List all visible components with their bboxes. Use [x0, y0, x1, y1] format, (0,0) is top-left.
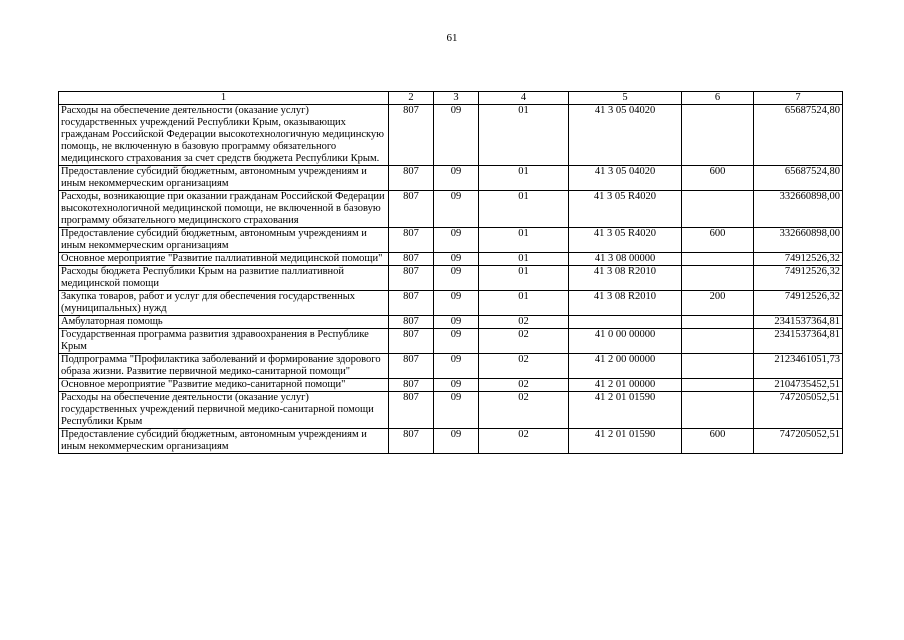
row-ministry-code: 807 [389, 253, 434, 266]
row-section-code: 09 [434, 191, 479, 228]
table-row [59, 429, 843, 454]
row-expense-type-code [682, 266, 754, 291]
row-subsection-code: 02 [479, 379, 569, 392]
table-row [59, 191, 843, 228]
page-number: 61 [446, 32, 458, 44]
row-ministry-code: 807 [389, 191, 434, 228]
row-subsection-code: 01 [479, 191, 569, 228]
row-target-code: 41 2 00 00000 [569, 354, 682, 379]
row-amount: 74912526,32 [754, 266, 843, 291]
row-name: Предоставление субсидий бюджетным, автономным учреждениям и иным некоммерческим организациям [59, 166, 389, 191]
row-expense-type-code: 600 [682, 166, 754, 191]
header-cell: 4 [479, 92, 569, 105]
row-amount: 2104735452,51 [754, 379, 843, 392]
table-row [59, 266, 843, 291]
budget-table [58, 91, 843, 454]
row-expense-type-code [682, 379, 754, 392]
row-name: Основное мероприятие "Развитие паллиативной медицинской помощи" [59, 253, 389, 266]
row-name: Расходы бюджета Республики Крым на развитие паллиативной медицинской помощи [59, 266, 389, 291]
row-section-code: 09 [434, 228, 479, 253]
row-name: Расходы на обеспечение деятельности (оказание услуг) государственных учреждений первичной медико-санитарной помощи Республики Крым [59, 392, 389, 429]
row-name: Амбулаторная помощь [59, 316, 389, 329]
row-expense-type-code [682, 354, 754, 379]
row-target-code: 41 3 08 R2010 [569, 266, 682, 291]
table-row [59, 316, 843, 329]
row-target-code: 41 3 05 R4020 [569, 228, 682, 253]
row-amount: 74912526,32 [754, 253, 843, 266]
header-cell: 3 [434, 92, 479, 105]
row-ministry-code: 807 [389, 429, 434, 454]
row-expense-type-code [682, 329, 754, 354]
row-name: Подпрограмма "Профилактика заболеваний и формирование здорового образа жизни. Развитие первичной медико-санитарной помощи" [59, 354, 389, 379]
row-section-code: 09 [434, 105, 479, 166]
row-expense-type-code [682, 253, 754, 266]
row-expense-type-code: 600 [682, 429, 754, 454]
row-section-code: 09 [434, 266, 479, 291]
row-target-code: 41 3 05 R4020 [569, 191, 682, 228]
row-amount: 65687524,80 [754, 105, 843, 166]
table-row [59, 253, 843, 266]
row-target-code: 41 3 05 04020 [569, 105, 682, 166]
row-target-code: 41 2 01 00000 [569, 379, 682, 392]
row-ministry-code: 807 [389, 354, 434, 379]
row-amount: 747205052,51 [754, 429, 843, 454]
row-amount: 332660898,00 [754, 191, 843, 228]
row-expense-type-code: 200 [682, 291, 754, 316]
table-row [59, 329, 843, 354]
row-section-code: 09 [434, 316, 479, 329]
row-ministry-code: 807 [389, 316, 434, 329]
row-amount: 332660898,00 [754, 228, 843, 253]
row-expense-type-code [682, 392, 754, 429]
row-ministry-code: 807 [389, 105, 434, 166]
table-row [59, 291, 843, 316]
row-name: Предоставление субсидий бюджетным, автономным учреждениям и иным некоммерческим организациям [59, 429, 389, 454]
row-expense-type-code [682, 191, 754, 228]
row-ministry-code: 807 [389, 329, 434, 354]
row-expense-type-code [682, 105, 754, 166]
row-subsection-code: 01 [479, 266, 569, 291]
row-section-code: 09 [434, 166, 479, 191]
row-section-code: 09 [434, 253, 479, 266]
table-row [59, 105, 843, 166]
row-ministry-code: 807 [389, 291, 434, 316]
row-subsection-code: 01 [479, 253, 569, 266]
row-target-code: 41 2 01 01590 [569, 392, 682, 429]
row-target-code: 41 3 08 R2010 [569, 291, 682, 316]
row-section-code: 09 [434, 429, 479, 454]
row-name: Предоставление субсидий бюджетным, автономным учреждениям и иным некоммерческим организациям [59, 228, 389, 253]
row-name: Расходы на обеспечение деятельности (оказание услуг) государственных учреждений Республики Крым, оказывающих гражданам Российской Федерации высокотехнологичную медицинскую помощь, не включенную в базовую программу обязательного медицинского страхования за счет средств бюджета Республики Крым. [59, 105, 389, 166]
row-ministry-code: 807 [389, 228, 434, 253]
row-name: Основное мероприятие "Развитие медико-санитарной помощи" [59, 379, 389, 392]
row-target-code: 41 0 00 00000 [569, 329, 682, 354]
row-section-code: 09 [434, 329, 479, 354]
row-ministry-code: 807 [389, 392, 434, 429]
header-cell: 5 [569, 92, 682, 105]
header-row [59, 92, 843, 105]
row-name: Государственная программа развития здравоохранения в Республике Крым [59, 329, 389, 354]
row-subsection-code: 02 [479, 354, 569, 379]
header-cell: 1 [59, 92, 389, 105]
row-subsection-code: 01 [479, 105, 569, 166]
row-target-code: 41 3 05 04020 [569, 166, 682, 191]
header-cell: 7 [754, 92, 843, 105]
row-name: Расходы, возникающие при оказании гражданам Российской Федерации высокотехнологичной медицинской помощи, не включенной в базовую программу обязательного медицинского страхования [59, 191, 389, 228]
row-amount: 2341537364,81 [754, 329, 843, 354]
table-row [59, 228, 843, 253]
row-subsection-code: 01 [479, 291, 569, 316]
row-section-code: 09 [434, 392, 479, 429]
row-ministry-code: 807 [389, 166, 434, 191]
row-section-code: 09 [434, 354, 479, 379]
row-amount: 2341537364,81 [754, 316, 843, 329]
row-subsection-code: 02 [479, 316, 569, 329]
header-cell: 6 [682, 92, 754, 105]
row-amount: 2123461051,73 [754, 354, 843, 379]
row-subsection-code: 01 [479, 166, 569, 191]
row-subsection-code: 01 [479, 228, 569, 253]
row-subsection-code: 02 [479, 392, 569, 429]
row-section-code: 09 [434, 379, 479, 392]
row-amount: 65687524,80 [754, 166, 843, 191]
table-row [59, 166, 843, 191]
row-section-code: 09 [434, 291, 479, 316]
table-row [59, 354, 843, 379]
row-expense-type-code: 600 [682, 228, 754, 253]
row-target-code: 41 3 08 00000 [569, 253, 682, 266]
row-target-code [569, 316, 682, 329]
row-name: Закупка товаров, работ и услуг для обеспечения государственных (муниципальных) нужд [59, 291, 389, 316]
table-row [59, 392, 843, 429]
row-target-code: 41 2 01 01590 [569, 429, 682, 454]
table-body [59, 105, 843, 454]
row-amount: 74912526,32 [754, 291, 843, 316]
row-amount: 747205052,51 [754, 392, 843, 429]
row-ministry-code: 807 [389, 266, 434, 291]
row-expense-type-code [682, 316, 754, 329]
row-subsection-code: 02 [479, 329, 569, 354]
row-ministry-code: 807 [389, 379, 434, 392]
header-cell: 2 [389, 92, 434, 105]
row-subsection-code: 02 [479, 429, 569, 454]
table-row [59, 379, 843, 392]
